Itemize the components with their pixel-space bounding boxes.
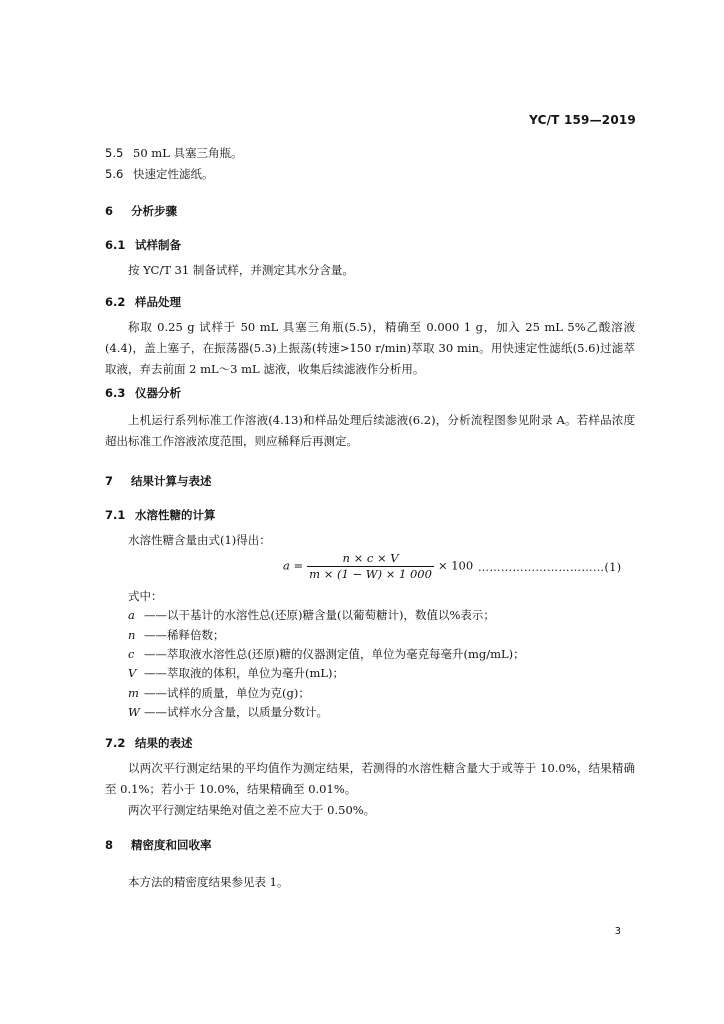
variable-definition — [128, 704, 328, 720]
subsection-title: 仪器分析 — [135, 386, 181, 400]
subsection-title: 样品处理 — [135, 295, 181, 309]
list-item — [105, 145, 243, 161]
paragraph: 本方法的精密度结果参见表 1。 — [128, 875, 289, 889]
item-number: 5.5 — [105, 146, 124, 160]
standard-code: YC/T 159—2019 — [529, 113, 636, 127]
where-label: 式中： — [128, 589, 163, 603]
variable-description: ——稀释倍数； — [144, 628, 225, 642]
subsection-number: 6.1 — [105, 238, 126, 252]
formula-fraction — [307, 551, 434, 582]
section-heading — [105, 837, 212, 853]
variable-description: ——试样的质量，单位为克(g)； — [144, 686, 310, 700]
variable-definition — [128, 685, 310, 701]
subsection-heading — [105, 735, 193, 751]
formula-intro: 水溶性糖含量由式(1)得出： — [128, 533, 271, 547]
paragraph: 两次平行测定结果绝对值之差不应大于 0.50%。 — [128, 803, 376, 817]
formula-numerator: n × c × V — [307, 551, 434, 567]
item-number: 5.6 — [105, 167, 124, 181]
variable-symbol: V — [128, 666, 137, 680]
subsection-title: 水溶性糖的计算 — [135, 508, 216, 522]
variable-definition — [128, 646, 525, 662]
variable-symbol: a — [128, 608, 135, 622]
section-title: 精密度和回收率 — [131, 838, 212, 852]
variable-description: ——试样水分含量，以质量分数计。 — [144, 705, 328, 719]
subsection-number: 6.3 — [105, 386, 126, 400]
paragraph: 称取 0.25 g 试样于 50 mL 具塞三角瓶(5.5)，精确至 0.000 1 g，加入 25 mL 5%乙酸溶液(4.4)，盖上塞子，在振荡器(5.3)上振荡(转速>150 r/min)萃取 30 min。用快速定性滤纸(5.6)过滤萃取液，弃去前面 2 mL～3 mL 滤液，收集后续滤液作分析用。 — [105, 320, 635, 376]
section-heading — [105, 473, 212, 489]
subsection-title: 结果的表述 — [135, 736, 193, 750]
subsection-number: 6.2 — [105, 295, 126, 309]
variable-symbol: c — [128, 647, 135, 661]
subsection-heading — [105, 385, 181, 401]
variable-symbol: m — [128, 686, 139, 700]
variable-description: ——萃取液水溶性总(还原)糖的仪器测定值，单位为毫克每毫升(mg/mL)； — [144, 647, 525, 661]
formula — [283, 551, 473, 582]
equation-number: ……………………………(1) — [478, 561, 622, 574]
formula-denominator: m × (1 − W) × 1 000 — [309, 567, 432, 581]
list-item — [105, 166, 214, 182]
section-title: 分析步骤 — [131, 204, 177, 218]
item-text: 50 mL 具塞三角瓶。 — [133, 146, 243, 160]
section-title: 结果计算与表述 — [131, 474, 212, 488]
variable-definition — [128, 627, 225, 643]
variable-description: ——以干基计的水溶性总(还原)糖含量(以葡萄糖计)，数值以%表示； — [144, 608, 495, 622]
section-number: 8 — [105, 838, 114, 852]
item-text: 快速定性滤纸。 — [133, 167, 214, 181]
variable-definition — [128, 607, 495, 623]
subsection-title: 试样制备 — [135, 238, 181, 252]
paragraph: 按 YC/T 31 制备试样，并测定其水分含量。 — [128, 263, 354, 277]
subsection-number: 7.2 — [105, 736, 126, 750]
section-number: 6 — [105, 204, 114, 218]
variable-description: ——萃取液的体积，单位为毫升(mL)； — [144, 666, 345, 680]
variable-symbol: W — [128, 705, 140, 719]
subsection-heading — [105, 294, 181, 310]
section-heading — [105, 203, 177, 219]
section-number: 7 — [105, 474, 114, 488]
paragraph: 上机运行系列标准工作溶液(4.13)和样品处理后续滤液(6.2)，分析流程图参见附录 A。若样品浓度超出标准工作溶液浓度范围，则应稀释后再测定。 — [105, 413, 635, 448]
formula-lhs: a = — [283, 558, 304, 573]
page-number: 3 — [614, 926, 621, 937]
subsection-heading — [105, 237, 181, 253]
subsection-number: 7.1 — [105, 508, 126, 522]
paragraph: 以两次平行测定结果的平均值作为测定结果，若测得的水溶性糖含量大于或等于 10.0%，结果精确至 0.1%；若小于 10.0%，结果精确至 0.01%。 — [105, 761, 635, 796]
formula-tail: × 100 — [437, 558, 474, 573]
variable-definition — [128, 665, 344, 681]
subsection-heading — [105, 507, 216, 523]
variable-symbol: n — [128, 628, 136, 642]
